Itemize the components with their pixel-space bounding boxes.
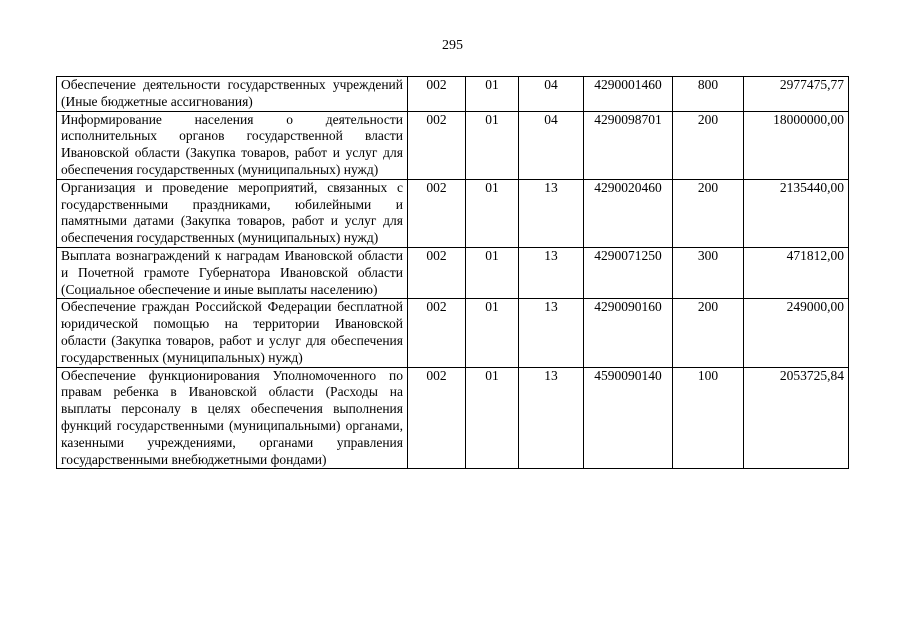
subsection-code: 04 xyxy=(519,77,584,112)
ministry-code: 002 xyxy=(408,247,466,298)
section-code: 01 xyxy=(466,367,519,469)
target-article-code: 4290098701 xyxy=(584,111,673,179)
table-row xyxy=(57,179,849,247)
section-code: 01 xyxy=(466,179,519,247)
ministry-code: 002 xyxy=(408,111,466,179)
subsection-code: 13 xyxy=(519,247,584,298)
amount: 2053725,84 xyxy=(744,367,849,469)
expense-type-code: 200 xyxy=(673,179,744,247)
section-code: 01 xyxy=(466,77,519,112)
amount: 471812,00 xyxy=(744,247,849,298)
amount: 2977475,77 xyxy=(744,77,849,112)
table-row xyxy=(57,367,849,469)
subsection-code: 13 xyxy=(519,367,584,469)
row-description: Обеспечение граждан Российской Федерации бесплатной юридической помощью на территории Ивановской области (Закупка товаров, работ и услуг для обеспечения государственных (муниципальных) нужд) xyxy=(57,299,408,367)
expense-type-code: 200 xyxy=(673,111,744,179)
target-article-code: 4290020460 xyxy=(584,179,673,247)
expense-type-code: 300 xyxy=(673,247,744,298)
row-description: Обеспечение деятельности государственных учреждений (Иные бюджетные ассигнования) xyxy=(57,77,408,112)
section-code: 01 xyxy=(466,247,519,298)
row-description: Выплата вознаграждений к наградам Ивановской области и Почетной грамоте Губернатора Ивановской области (Социальное обеспечение и иные выплаты населению) xyxy=(57,247,408,298)
ministry-code: 002 xyxy=(408,179,466,247)
table-row xyxy=(57,247,849,298)
section-code: 01 xyxy=(466,299,519,367)
ministry-code: 002 xyxy=(408,77,466,112)
amount: 2135440,00 xyxy=(744,179,849,247)
ministry-code: 002 xyxy=(408,367,466,469)
row-description: Информирование населения о деятельности исполнительных органов государственной власти Ивановской области (Закупка товаров, работ и услуг для обеспечения государственных (муниципальных) нужд) xyxy=(57,111,408,179)
amount: 249000,00 xyxy=(744,299,849,367)
target-article-code: 4290090160 xyxy=(584,299,673,367)
target-article-code: 4590090140 xyxy=(584,367,673,469)
target-article-code: 4290001460 xyxy=(584,77,673,112)
row-description: Обеспечение функционирования Уполномоченного по правам ребенка в Ивановской области (Расходы на выплаты персоналу в целях обеспечения выполнения функций государственными (муниципальными) органами, казенными учреждениями, органами управления государственными внебюджетными фондами) xyxy=(57,367,408,469)
table-row xyxy=(57,299,849,367)
subsection-code: 13 xyxy=(519,179,584,247)
ministry-code: 002 xyxy=(408,299,466,367)
table-row xyxy=(57,111,849,179)
budget-table xyxy=(56,76,849,469)
subsection-code: 13 xyxy=(519,299,584,367)
section-code: 01 xyxy=(466,111,519,179)
page-number: 295 xyxy=(442,38,463,53)
target-article-code: 4290071250 xyxy=(584,247,673,298)
table-row xyxy=(57,77,849,112)
expense-type-code: 100 xyxy=(673,367,744,469)
expense-type-code: 800 xyxy=(673,77,744,112)
subsection-code: 04 xyxy=(519,111,584,179)
expense-type-code: 200 xyxy=(673,299,744,367)
row-description: Организация и проведение мероприятий, связанных с государственными праздниками, юбилейными и памятными датами (Закупка товаров, работ и услуг для обеспечения государственных (муниципальных) нужд) xyxy=(57,179,408,247)
amount: 18000000,00 xyxy=(744,111,849,179)
